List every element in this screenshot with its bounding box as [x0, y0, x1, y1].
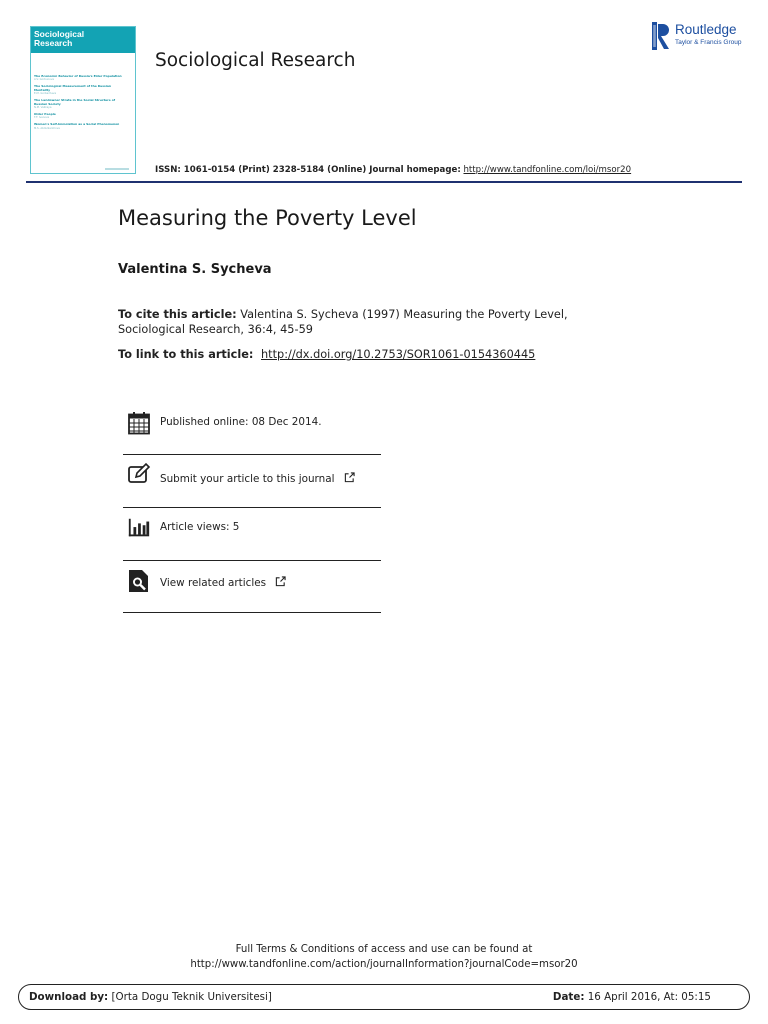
terms-line: Full Terms & Conditions of access and use can be found at — [235, 944, 533, 955]
meta-divider — [123, 454, 381, 455]
header-divider — [26, 181, 742, 183]
cover-toc-item: The Sociological Measurement of the Russian Mentality E.M. Gorbacheva — [34, 84, 112, 96]
download-label: Download by: — [29, 991, 109, 1003]
terms-url[interactable]: http://www.tandfonline.com/action/journalInformation?journalCode=msor20 — [190, 958, 578, 970]
issn-label: ISSN: 1061-0154 (Print) 2328-5184 (Online) Journal homepage: — [155, 165, 461, 175]
link-label: To link to this article: — [118, 348, 254, 361]
date-value: 16 April 2016, At: 05:15 — [587, 991, 711, 1003]
bar-chart-icon — [127, 516, 151, 540]
citation — [118, 307, 638, 337]
cover-toc-item: The Landowner Strata in the Social Structure of Russian Society N.M. Velikaya — [34, 98, 116, 110]
related-articles-link[interactable]: View related articles — [160, 576, 286, 589]
article-views-text: Article views: 5 — [160, 521, 240, 533]
cite-label: To cite this article: — [118, 308, 237, 321]
external-link-icon — [344, 472, 355, 483]
article-title: Measuring the Poverty Level — [118, 206, 417, 230]
routledge-r-icon — [652, 22, 670, 50]
article-author: Valentina S. Sycheva — [118, 262, 272, 277]
doi-link[interactable]: http://dx.doi.org/10.2753/SOR1061-0154360445 — [261, 348, 536, 361]
cover-toc-item: Older People T.F. Ivanova — [34, 112, 56, 120]
meta-divider — [123, 612, 381, 613]
calendar-icon — [127, 411, 151, 435]
journal-name: Sociological Research — [155, 50, 356, 71]
cover-footer-mark — [105, 168, 129, 170]
cover-toc-item: Women's Self-Immolation as a Social Phenomenon M.S. Abdulkarimova — [34, 122, 120, 130]
article-link-line — [118, 348, 535, 361]
cover-toc — [34, 75, 126, 134]
download-info-bar — [18, 984, 750, 1010]
external-link-icon — [275, 576, 286, 587]
download-by — [29, 991, 272, 1003]
publisher-subtitle: Taylor & Francis Group — [675, 39, 742, 46]
cover-toc-item: The Economic Behavior of Russia's Elder Population A.V. Gorbunova — [34, 74, 122, 82]
issn-line — [155, 165, 631, 175]
publisher-name: Routledge — [675, 22, 737, 37]
meta-divider — [123, 560, 381, 561]
search-document-icon — [127, 569, 151, 593]
pencil-icon — [127, 462, 151, 486]
publisher-logo — [652, 22, 747, 52]
terms-notice — [0, 943, 768, 972]
date-label: Date: — [552, 991, 585, 1003]
article-views-row — [123, 516, 381, 556]
journal-cover-thumbnail — [30, 26, 136, 174]
download-value: [Orta Dogu Teknik Universitesi] — [111, 991, 272, 1003]
submit-article-link[interactable]: Submit your article to this journal — [160, 472, 355, 485]
published-online-text: Published online: 08 Dec 2014. — [160, 416, 322, 428]
cover-title: Sociological Research — [31, 27, 135, 53]
meta-divider — [123, 507, 381, 508]
download-date — [553, 991, 711, 1003]
journal-homepage-link[interactable]: http://www.tandfonline.com/loi/msor20 — [463, 165, 632, 175]
published-online-row — [123, 411, 381, 451]
related-articles-row[interactable] — [123, 569, 381, 609]
submit-article-row[interactable] — [123, 462, 381, 502]
cite-text: Valentina S. Sycheva (1997) Measuring the Poverty Level, Sociological Research, 36:4, 45-59 — [118, 308, 568, 336]
